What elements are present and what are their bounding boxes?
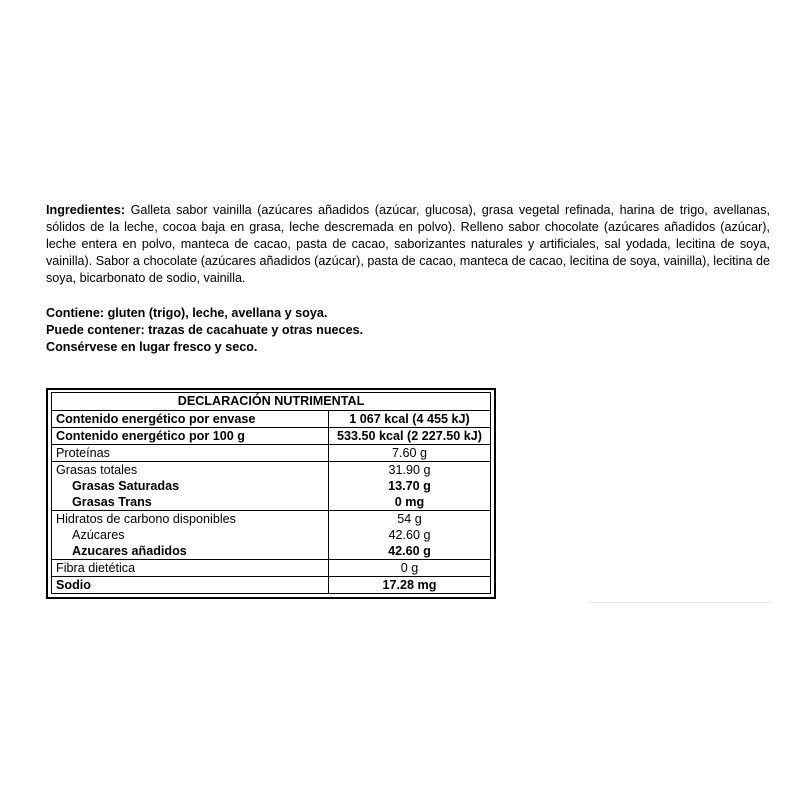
may-contain-statement xyxy=(46,322,363,339)
ingredients-text: Galleta sabor vainilla (azúcares añadidos (azúcar, glucosa), grasa vegetal refinada, harina de trigo, avellanas, sólidos de la leche, cocoa baja en grasa, leche descremada en polvo). Relleno sabor chocolate (azúcares añadidos (azúcar), leche entera en polvo, manteca de cacao, pasta de cacao, saborizantes naturales y artificiales, sal yodada, lecitina de soya, vainilla). Sabor a chocolate (azúcares añadidos (azúcar), pasta de cacao, manteca de cacao, lecitina de soya, vainilla), lecitina de soya, bicarbonato de sodio, vainilla. xyxy=(46,203,770,285)
table-row xyxy=(52,560,491,577)
nutrition-table-header xyxy=(52,393,491,411)
table-row xyxy=(52,527,491,543)
nutrient-label: Grasas Saturadas xyxy=(52,478,329,494)
nutrient-label: Grasas Trans xyxy=(52,494,329,511)
nutrient-value: 533.50 kcal (2 227.50 kJ) xyxy=(329,428,491,445)
nutrient-value: 7.60 g xyxy=(329,445,491,462)
nutrient-label: Contenido energético por envase xyxy=(52,411,329,428)
table-row xyxy=(52,543,491,560)
nutrient-label: Azúcares xyxy=(52,527,329,543)
table-row xyxy=(52,428,491,445)
nutrient-value: 31.90 g xyxy=(329,462,491,479)
nutrient-label: Hidratos de carbono disponibles xyxy=(52,511,329,528)
nutrient-label: Contenido energético por 100 g xyxy=(52,428,329,445)
storage-statement xyxy=(46,339,363,356)
nutrient-label: Fibra dietética xyxy=(52,560,329,577)
nutrient-value: 0 mg xyxy=(329,494,491,511)
ingredients-paragraph xyxy=(46,202,770,287)
nutrient-value: 54 g xyxy=(329,511,491,528)
table-row xyxy=(52,511,491,528)
may-contain-text: trazas de cacahuate y otras nueces. xyxy=(144,323,364,337)
table-row xyxy=(52,411,491,428)
divider-line xyxy=(590,602,770,603)
nutrient-value: 1 067 kcal (4 455 kJ) xyxy=(329,411,491,428)
contains-text: Contiene: gluten (trigo), leche, avellana y soya. xyxy=(46,306,328,320)
nutrition-table-title: DECLARACIÓN NUTRIMENTAL xyxy=(52,393,491,411)
nutrient-label: Sodio xyxy=(52,577,329,594)
contains-statement xyxy=(46,305,363,322)
nutrient-label: Azucares añadidos xyxy=(52,543,329,560)
storage-text: Consérvese en lugar fresco y seco. xyxy=(46,340,258,354)
nutrient-value: 0 g xyxy=(329,560,491,577)
may-contain-label: Puede contener: xyxy=(46,323,145,337)
table-row xyxy=(52,478,491,494)
nutrient-value: 42.60 g xyxy=(329,543,491,560)
ingredients-label: Ingredientes: xyxy=(46,203,126,217)
nutrition-facts-panel xyxy=(46,388,496,599)
table-row xyxy=(52,462,491,479)
table-row xyxy=(52,577,491,594)
nutrient-label: Proteínas xyxy=(52,445,329,462)
nutrient-label: Grasas totales xyxy=(52,462,329,479)
table-row xyxy=(52,494,491,511)
nutrient-value: 42.60 g xyxy=(329,527,491,543)
table-row xyxy=(52,445,491,462)
allergen-statements xyxy=(46,305,363,356)
nutrient-value: 13.70 g xyxy=(329,478,491,494)
nutrient-value: 17.28 mg xyxy=(329,577,491,594)
nutrition-table xyxy=(51,392,491,594)
